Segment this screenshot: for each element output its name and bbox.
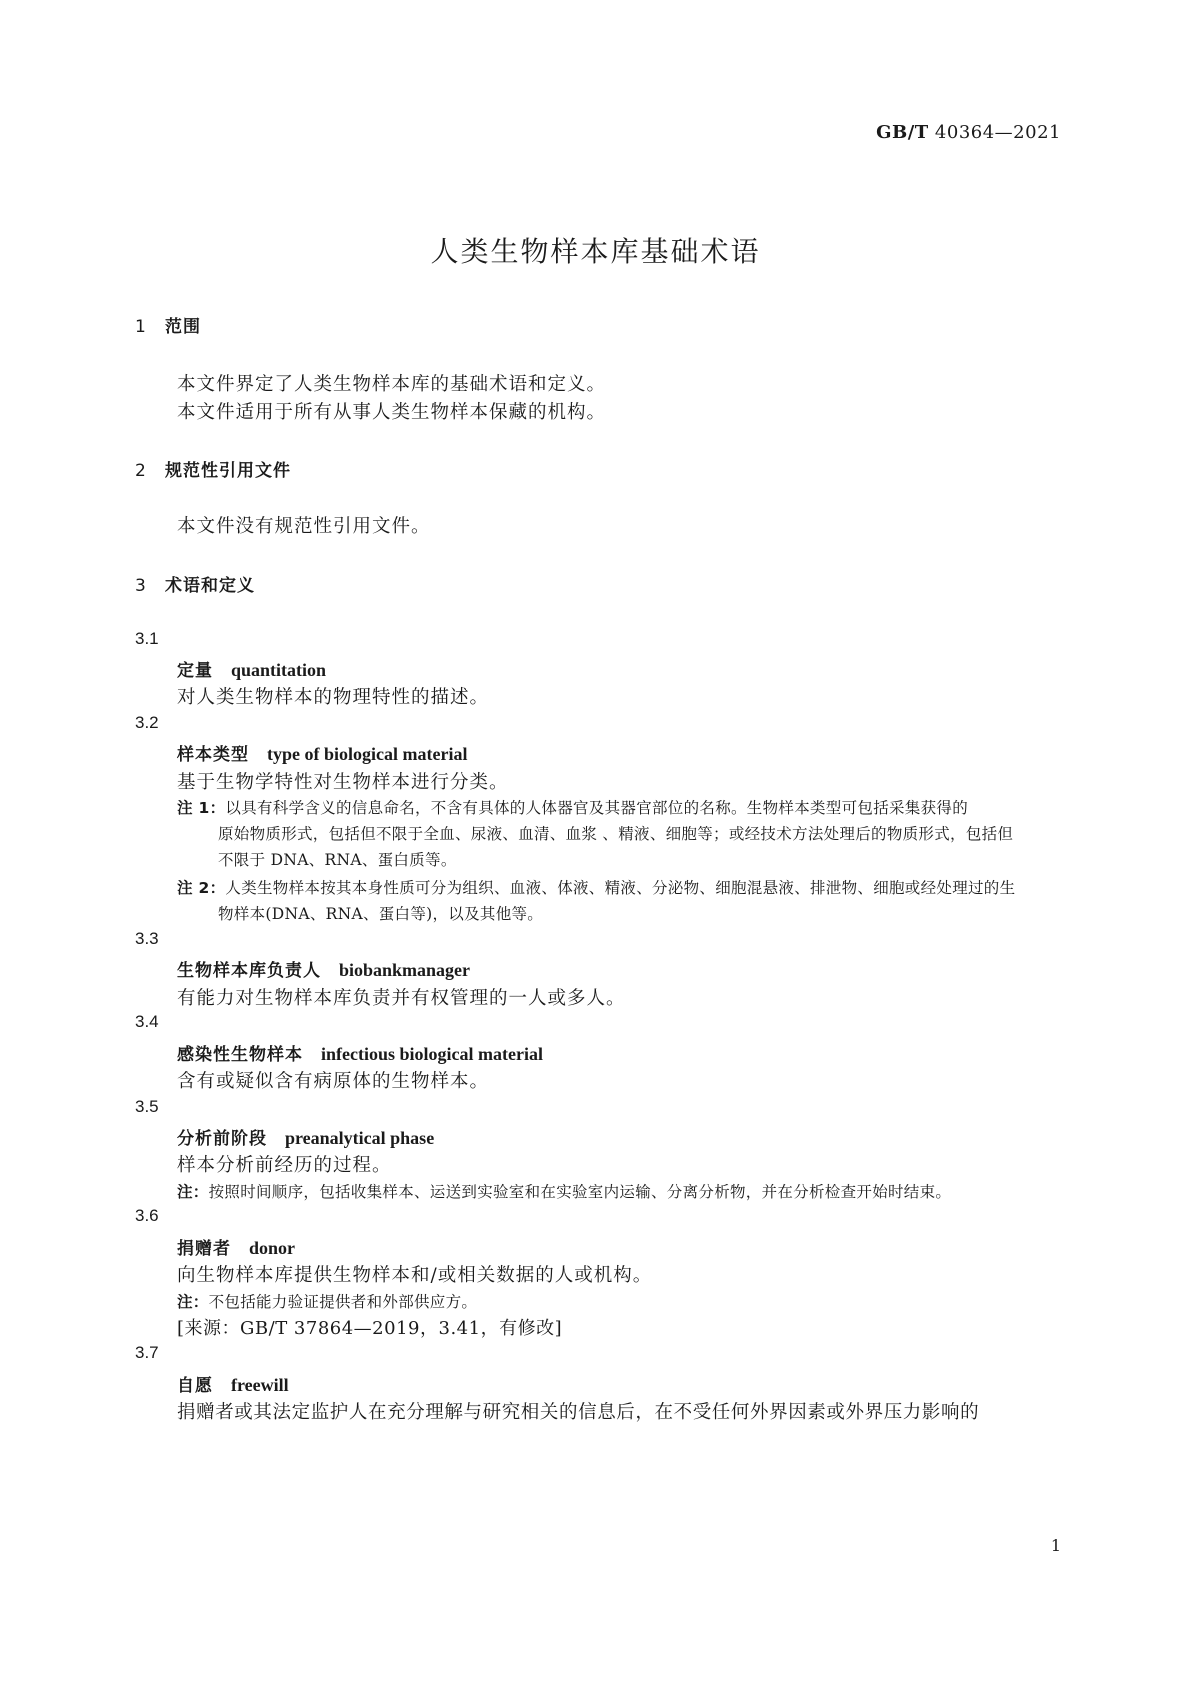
term-3-2-note-2 xyxy=(177,876,1015,898)
section-3-heading xyxy=(135,571,255,596)
section-title: 规范性引用文件 xyxy=(165,461,291,481)
note-text: 按照时间顺序，包括收集样本、运送到实验室和在实验室内运输、分离分析物，并在分析检查开始时结束。 xyxy=(208,1183,952,1201)
term-3-6-number: 3.6 xyxy=(135,1206,159,1225)
term-3-3-definition: 有能力对生物样本库负责并有权管理的一人或多人。 xyxy=(177,988,626,1009)
term-3-6-source: [来源：GB/T 37864—2019，3.41，有修改] xyxy=(177,1318,563,1339)
section-1-paragraph-1: 本文件界定了人类生物样本库的基础术语和定义。 xyxy=(177,374,607,395)
term-3-3-name xyxy=(177,956,470,981)
section-title: 范围 xyxy=(165,317,201,337)
section-2-paragraph-1: 本文件没有规范性引用文件。 xyxy=(177,516,431,537)
term-3-6-name xyxy=(177,1234,295,1259)
term-chinese: 感染性生物样本 xyxy=(177,1045,303,1065)
term-3-4-definition: 含有或疑似含有病原体的生物样本。 xyxy=(177,1071,490,1092)
term-3-7-number: 3.7 xyxy=(135,1343,159,1362)
section-2-heading xyxy=(135,456,291,481)
term-3-4-number: 3.4 xyxy=(135,1012,159,1031)
note-text-line-1: 以具有科学含义的信息命名，不含有具体的人体器官及其器官部位的名称。生物样本类型可包括采集获得的 xyxy=(225,799,968,817)
term-3-2-definition: 基于生物学特性对生物样本进行分类。 xyxy=(177,772,509,793)
term-3-2-number: 3.2 xyxy=(135,713,159,732)
term-3-2-note-1 xyxy=(177,796,968,818)
term-3-2-note-2-line-2: 物样本(DNA、RNA、蛋白等)，以及其他等。 xyxy=(218,905,544,923)
term-3-7-definition: 捐赠者或其法定监护人在充分理解与研究相关的信息后，在不受任何外界因素或外界压力影响的 xyxy=(177,1402,980,1423)
term-3-1-name xyxy=(177,656,326,681)
term-chinese: 捐赠者 xyxy=(177,1239,231,1259)
term-3-2-note-1-line-3: 不限于 DNA、RNA、蛋白质等。 xyxy=(218,851,457,869)
term-english: quantitation xyxy=(231,660,327,680)
document-title: 人类生物样本库基础术语 xyxy=(430,235,761,268)
term-3-4-name xyxy=(177,1040,543,1065)
note-label: 注： xyxy=(177,1293,209,1311)
term-english: biobankmanager xyxy=(339,960,471,980)
term-english: freewill xyxy=(231,1375,289,1395)
term-chinese: 分析前阶段 xyxy=(177,1129,267,1149)
note-label: 注： xyxy=(177,1183,209,1201)
standard-code-number: 40364—2021 xyxy=(928,122,1061,143)
section-number: 2 xyxy=(135,461,146,481)
term-english: type of biological material xyxy=(267,744,468,764)
term-3-5-definition: 样本分析前经历的过程。 xyxy=(177,1155,392,1176)
term-3-1-number: 3.1 xyxy=(135,629,159,648)
note-text-line-1: 人类生物样本按其本身性质可分为组织、血液、体液、精液、分泌物、细胞混悬液、排泄物、细胞或经处理过的生 xyxy=(225,879,1016,897)
term-chinese: 自愿 xyxy=(177,1376,213,1396)
term-english: donor xyxy=(249,1238,296,1258)
term-3-5-number: 3.5 xyxy=(135,1097,159,1116)
section-title: 术语和定义 xyxy=(165,576,255,596)
page-number: 1 xyxy=(1050,1536,1061,1555)
term-chinese: 生物样本库负责人 xyxy=(177,961,321,981)
term-3-5-note xyxy=(177,1180,951,1202)
section-number: 1 xyxy=(135,317,146,337)
section-1-heading xyxy=(135,312,201,337)
term-3-7-name xyxy=(177,1371,289,1396)
term-english: infectious biological material xyxy=(321,1044,543,1064)
term-english: preanalytical phase xyxy=(285,1128,435,1148)
section-1-paragraph-2: 本文件适用于所有从事人类生物样本保藏的机构。 xyxy=(177,402,607,423)
term-chinese: 定量 xyxy=(177,661,213,681)
note-text: 不包括能力验证提供者和外部供应方。 xyxy=(208,1293,478,1311)
term-3-6-note xyxy=(177,1290,477,1312)
standard-code-prefix: GB/T xyxy=(876,122,929,143)
term-3-1-definition: 对人类生物样本的物理特性的描述。 xyxy=(177,687,490,708)
term-3-2-name xyxy=(177,740,467,765)
term-chinese: 样本类型 xyxy=(177,745,249,765)
standard-code xyxy=(876,122,1061,143)
term-3-5-name xyxy=(177,1124,434,1149)
note-label: 注 1： xyxy=(177,799,226,817)
term-3-6-definition: 向生物样本库提供生物样本和/或相关数据的人或机构。 xyxy=(177,1265,653,1286)
note-label: 注 2： xyxy=(177,879,226,897)
term-3-3-number: 3.3 xyxy=(135,929,159,948)
term-3-2-note-1-line-2: 原始物质形式，包括但不限于全血、尿液、血清、血浆 、精液、细胞等；或经技术方法处理后的物质形式，包括但 xyxy=(218,825,1014,843)
section-number: 3 xyxy=(135,576,146,596)
